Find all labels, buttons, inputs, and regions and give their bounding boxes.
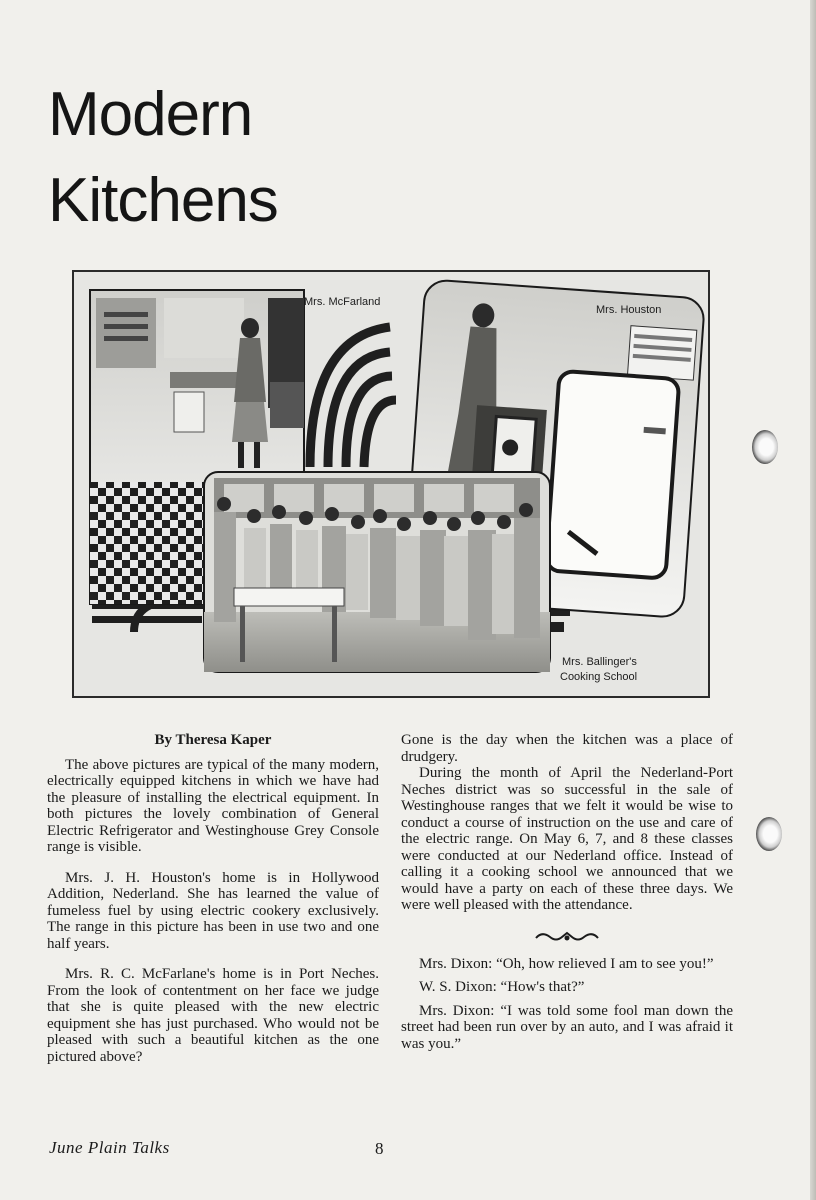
caption-houston: Mrs. Houston	[596, 304, 662, 316]
article-paragraph: Mrs. R. C. McFarlane's home is in Port Neches. From the look of contentment on her face we judge that she is quite pleased with the new electric equipment she has just purchased. Who would not be pleased with such a beautiful kitchen as the one pictured above?	[47, 966, 379, 1065]
ornament-scroll-icon	[532, 930, 602, 944]
joke-line: Mrs. Dixon: “I was told some fool man down the street had been run over by an auto, and I was afraid it was you.”	[401, 1002, 733, 1052]
article-paragraph: During the month of April the Nederland-Port Neches district was so successful in the sale of Westinghouse ranges that we felt it would be wise to conduct a course of instruction on the use and care of the electric range. On May 6, 7, and 8 these classes were conducted at our Nederland office. Instead of calling it a cooking school we announced that we would have a party on each of these three days. We were well pleased with the attendance.	[401, 765, 733, 913]
cooking-school-photo	[204, 472, 550, 672]
article-paragraph: The above pictures are typical of the many modern, electrically equipped kitchens in which we have had the pleasure of installing the electrical equipment. In both pictures the lovely combination of General Electric Refrigerator and Westinghouse Grey Console range is visible.	[47, 756, 379, 855]
art-deco-arcs	[310, 327, 396, 467]
joke-line: Mrs. Dixon: “Oh, how relieved I am to see you!”	[419, 955, 714, 972]
article-paragraph: Mrs. J. H. Houston's home is in Hollywood Addition, Nederland. She has learned the value of fumeless fuel by using electric cookery exclusively. The range in this picture has been in use two and one half years.	[47, 869, 379, 952]
page-title	[48, 72, 278, 244]
caption-ballinger-line1: Mrs. Ballinger's	[562, 656, 637, 668]
article-column-left	[47, 732, 379, 1065]
ornament-divider	[401, 930, 733, 944]
caption-mcfarland: Mrs. McFarland	[304, 296, 381, 308]
title-line-2: Kitchens	[48, 166, 278, 235]
kitchen-photo-collage	[72, 270, 710, 698]
photo-collage-graphic	[74, 272, 708, 696]
joke-line: W. S. Dixon: “How's that?”	[419, 979, 585, 995]
binder-hole-top	[752, 430, 778, 464]
byline: By Theresa Kaper	[154, 732, 272, 748]
page-number: 8	[375, 1139, 384, 1158]
title-line-1: Modern	[48, 80, 253, 149]
article-column-right	[401, 732, 733, 1052]
caption-ballinger-line2: Cooking School	[560, 671, 638, 683]
publication-name: June Plain Talks	[49, 1138, 170, 1157]
article-paragraph: Gone is the day when the kitchen was a place of drudgery.	[401, 732, 733, 765]
page-edge-shadow	[810, 0, 816, 1200]
binder-hole-bottom	[756, 817, 782, 851]
